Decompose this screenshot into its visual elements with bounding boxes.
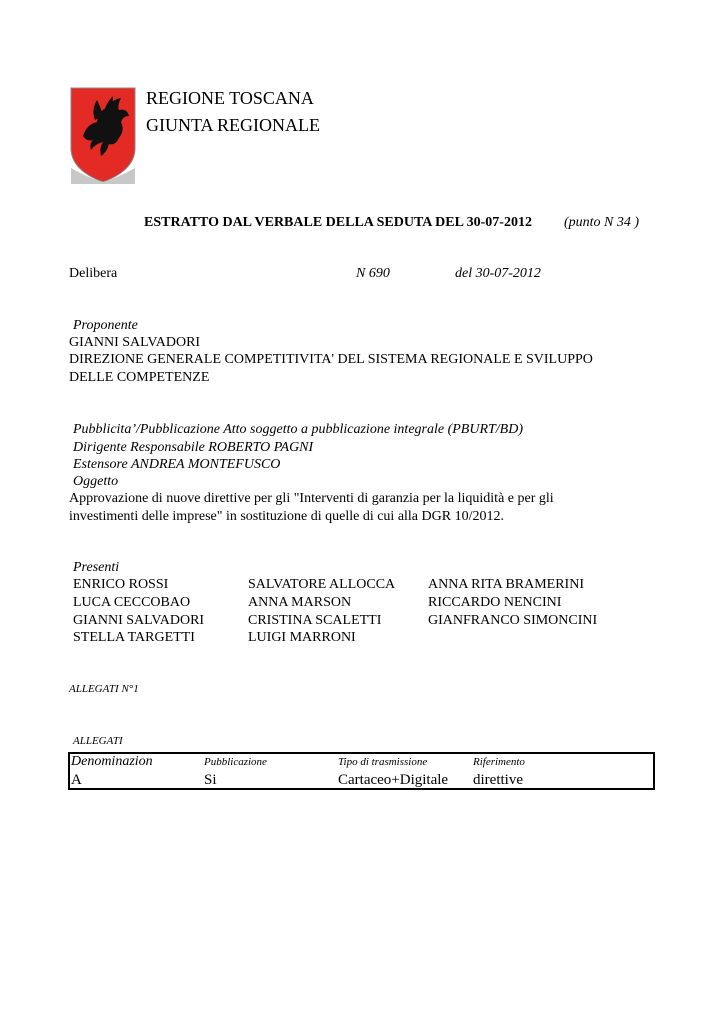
presente-name: LUIGI MARRONI [248, 630, 356, 645]
dirigente-text: Dirigente Responsabile ROBERTO PAGNI [73, 440, 314, 455]
pubblicita-text: Pubblicita’/Pubblicazione Atto soggetto a pubblicazione integrale (PBURT/BD) [73, 422, 524, 437]
document-title: ESTRATTO DAL VERBALE DELLA SEDUTA DEL 30-07-2012 [144, 215, 532, 230]
allegati-label: ALLEGATI [73, 735, 123, 747]
header-tipo-trasmissione: Tipo di trasmissione [338, 756, 428, 768]
proponente-name: GIANNI SALVADORI [69, 335, 201, 350]
cell-riferimento: direttive [473, 772, 523, 788]
presente-name: ENRICO ROSSI [73, 577, 169, 592]
header-denominazione: Denominazion [71, 754, 153, 769]
presente-name: GIANFRANCO SIMONCINI [428, 613, 598, 628]
allegati-table [68, 752, 655, 790]
cell-tipo-trasmissione: Cartaceo+Digitale [338, 772, 449, 788]
presente-name: ANNA RITA BRAMERINI [428, 577, 584, 592]
cell-pubblicazione: Si [204, 772, 217, 788]
presente-name: STELLA TARGETTI [73, 630, 195, 645]
punto-number: (punto N 34 ) [564, 215, 640, 230]
oggetto-line-2: investimenti delle imprese" in sostituzione di quelle di cui alla DGR 10/2012. [69, 509, 504, 524]
org-name-giunta: GIUNTA REGIONALE [146, 115, 321, 135]
oggetto-line-1: Approvazione di nuove direttive per gli "Interventi di garanzia per la liquidità e per gli [69, 491, 554, 506]
regione-toscana-pegasus-crest-icon [69, 86, 137, 184]
estensore-text: Estensore ANDREA MONTEFUSCO [73, 457, 281, 472]
presente-name: ANNA MARSON [248, 595, 352, 610]
direzione-line-2: DELLE COMPETENZE [69, 370, 210, 385]
presente-name: GIANNI SALVADORI [73, 613, 205, 628]
delibera-number: N 690 [356, 266, 390, 281]
presente-name: LUCA CECCOBAO [73, 595, 191, 610]
presente-name: SALVATORE ALLOCCA [248, 577, 396, 592]
delibera-date: del 30-07-2012 [455, 266, 541, 281]
header-pubblicazione: Pubblicazione [204, 756, 267, 768]
header-riferimento: Riferimento [473, 756, 525, 768]
oggetto-label: Oggetto [73, 474, 119, 489]
proponente-label: Proponente [73, 318, 138, 333]
direzione-line-1: DIREZIONE GENERALE COMPETITIVITA' DEL SISTEMA REGIONALE E SVILUPPO [69, 352, 593, 367]
presente-name: CRISTINA SCALETTI [248, 613, 382, 628]
org-name-regione: REGIONE TOSCANA [146, 88, 314, 108]
presenti-label: Presenti [73, 560, 120, 575]
delibera-label: Delibera [69, 266, 118, 281]
allegati-count: ALLEGATI N°1 [69, 683, 139, 695]
cell-denominazione: A [71, 772, 82, 788]
presente-name: RICCARDO NENCINI [428, 595, 562, 610]
